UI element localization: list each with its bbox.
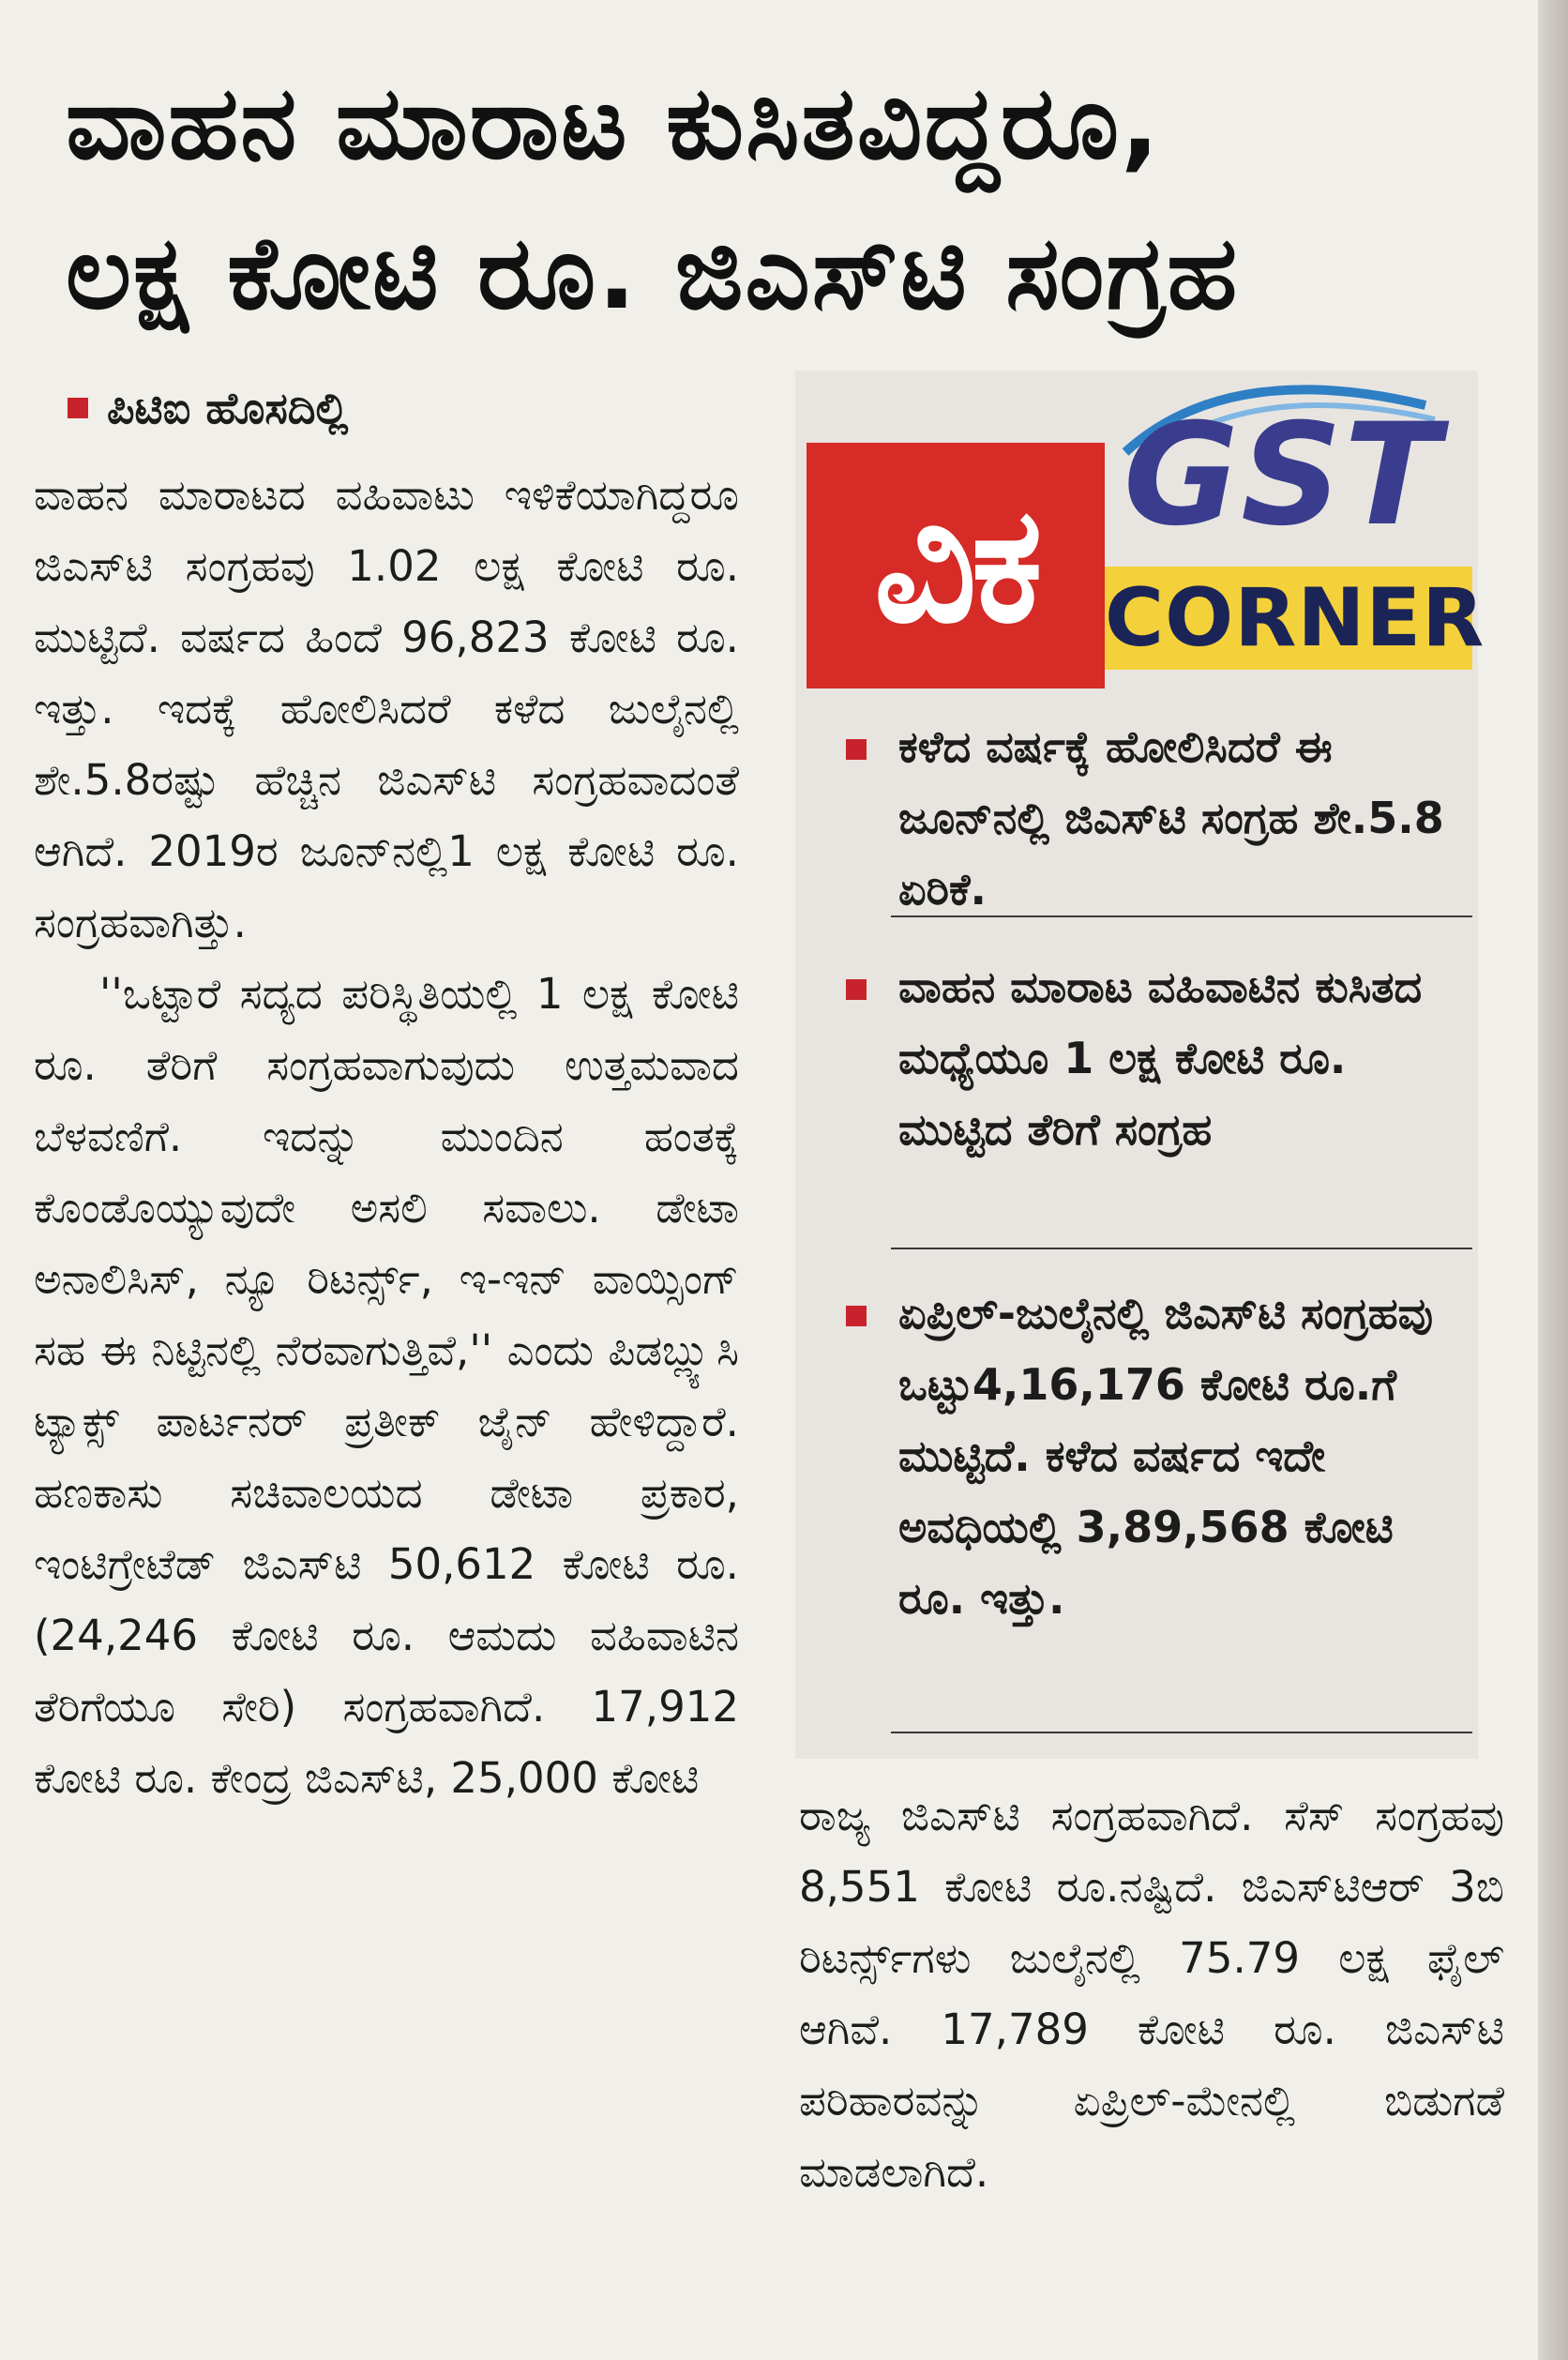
headline-line-2: ಲಕ್ಷ ಕೋಟಿ ರೂ. ಜಿಎಸ್‌ಟಿ ಸಂಗ್ರಹ xyxy=(66,215,1240,332)
logo-letters: ವಿಕ xyxy=(873,473,1038,658)
byline xyxy=(68,383,348,435)
gst-corner-item xyxy=(850,951,1474,1165)
corner-label: CORNER xyxy=(1105,567,1472,670)
red-square-bullet-icon xyxy=(846,1306,867,1326)
red-square-bullet-icon xyxy=(68,398,88,418)
vijaya-karnataka-logo xyxy=(807,443,1105,688)
headline-line-1: ವಾಹನ ಮಾರಾಟ ಕುಸಿತವಿದ್ದರೂ, xyxy=(66,65,1162,182)
article-right-column xyxy=(799,1780,1504,2208)
gst-corner-item xyxy=(850,1278,1474,1634)
divider xyxy=(891,1732,1472,1733)
gst-brand-text: GST xyxy=(1123,394,1442,557)
red-square-bullet-icon xyxy=(846,979,867,1000)
article-paragraph-2: ''ಒಟ್ಟಾರೆ ಸದ್ಯದ ಪರಿಸ್ಥಿತಿಯಲ್ಲಿ 1 ಲಕ್ಷ ಕೋಟಿ ರೂ. ತೆರಿಗೆ ಸಂಗ್ರಹವಾಗುವುದು ಉತ್ತಮವಾದ ಬೆಳವಣಿಗೆ. ಇದನ್ನು ಮುಂದಿನ ಹಂತಕ್ಕೆ ಕೊಂಡೊಯ್ಯುವುದೇ ಅಸಲಿ ಸವಾಲು. ಡೇಟಾ ಅನಾಲಿಸಿಸ್, ನ್ಯೂ ರಿಟರ್ನ್ಸ್, ಇ-ಇನ್ ವಾಯ್ಸಿಂಗ್ ಸಹ ಈ ನಿಟ್ಟಿನಲ್ಲಿ ನೆರವಾಗುತ್ತಿವೆ,'' ಎಂದು ಪಿಡಬ್ಲ್ಯುಸಿ ಟ್ಯಾಕ್ಸ್ ಪಾರ್ಟನರ್ ಪ್ರತೀಕ್ ಜೈನ್ ಹೇಳಿದ್ದಾರೆ. ಹಣಕಾಸು ಸಚಿವಾಲಯದ ಡೇಟಾ ಪ್ರಕಾರ, ಇಂಟಿಗ್ರೇಟೆಡ್ ಜಿಎಸ್‌ಟಿ 50,612 ಕೋಟಿ ರೂ. (24,246 ಕೋಟಿ ರೂ. ಆಮದು ವಹಿವಾಟಿನ ತೆರಿಗೆಯೂ ಸೇರಿ) ಸಂಗ್ರಹವಾಗಿದೆ. 17,912 ಕೋಟಿ ರೂ. ಕೇಂದ್ರ ಜಿಎಸ್‌ಟಿ, 25,000 ಕೋಟಿ xyxy=(34,969,739,1803)
divider xyxy=(891,1248,1472,1249)
article-paragraph-3: ರಾಜ್ಯ ಜಿಎಸ್‌ಟಿ ಸಂಗ್ರಹವಾಗಿದೆ. ಸೆಸ್ ಸಂಗ್ರಹವು 8,551 ಕೋಟಿ ರೂ.ನಷ್ಟಿದೆ. ಜಿಎಸ್‌ಟಿಆರ್ 3ಬಿ ರಿಟರ್ನ್ಸ್‌ಗಳು ಜುಲೈನಲ್ಲಿ 75.79 ಲಕ್ಷ ಫೈಲ್ ಆಗಿವೆ. 17,789 ಕೋಟಿ ರೂ. ಜಿಎಸ್‌ಟಿ ಪರಿಹಾರವನ್ನು ಏಪ್ರಿಲ್-ಮೇನಲ್ಲಿ ಬಿಡುಗಡೆ ಮಾಡಲಾಗಿದೆ. xyxy=(799,1791,1504,2197)
divider xyxy=(891,915,1472,917)
page-edge-shadow xyxy=(1538,0,1568,2360)
article-left-column xyxy=(34,460,739,1814)
gst-corner-item-text: ವಾಹನ ಮಾರಾಟ ವಹಿವಾಟಿನ ಕುಸಿತದ ಮಧ್ಯೆಯೂ 1 ಲಕ್ಷ ಕೋಟಿ ರೂ. ಮುಟ್ಟಿದ ತೆರಿಗೆ ಸಂಗ್ರಹ xyxy=(898,961,1423,1155)
byline-text: ಪಿಟಿಐ ಹೊಸದಿಲ್ಲಿ xyxy=(107,383,349,433)
gst-corner-item-text: ಕಳೆದ ವರ್ಷಕ್ಕೆ ಹೋಲಿಸಿದರೆ ಈ ಜೂನ್‌ನಲ್ಲಿ ಜಿಎಸ್‌ಟಿ ಸಂಗ್ರಹ ಶೇ.5.8 ಏರಿಕೆ. xyxy=(898,721,1444,915)
article-paragraph-1: ವಾಹನ ಮಾರಾಟದ ವಹಿವಾಟು ಇಳಿಕೆಯಾಗಿದ್ದರೂ ಜಿಎಸ್‌ಟಿ ಸಂಗ್ರಹವು 1.02 ಲಕ್ಷ ಕೋಟಿ ರೂ. ಮುಟ್ಟಿದೆ. ವರ್ಷದ ಹಿಂದೆ 96,823 ಕೋಟಿ ರೂ. ಇತ್ತು. ಇದಕ್ಕೆ ಹೋಲಿಸಿದರೆ ಕಳೆದ ಜುಲೈನಲ್ಲಿ ಶೇ.5.8ರಷ್ಟು ಹೆಚ್ಚಿನ ಜಿಎಸ್‌ಟಿ ಸಂಗ್ರಹವಾದಂತೆ ಆಗಿದೆ. 2019ರ ಜೂನ್‌ನಲ್ಲಿ1 ಲಕ್ಷ ಕೋಟಿ ರೂ. ಸಂಗ್ರಹವಾಗಿತ್ತು. xyxy=(34,470,739,947)
red-square-bullet-icon xyxy=(846,739,867,760)
gst-corner-item-text: ಏಪ್ರಿಲ್-ಜುಲೈನಲ್ಲಿ ಜಿಎಸ್‌ಟಿ ಸಂಗ್ರಹವು ಒಟ್ಟು4,16,176 ಕೋಟಿ ರೂ.ಗೆ ಮುಟ್ಟಿದೆ. ಕಳೆದ ವರ್ಷದ ಇದೇ ಅವಧಿಯಲ್ಲಿ 3,89,568 ಕೋಟಿ ರೂ. ಇತ್ತು. xyxy=(898,1288,1434,1624)
gst-corner-item xyxy=(850,711,1474,925)
